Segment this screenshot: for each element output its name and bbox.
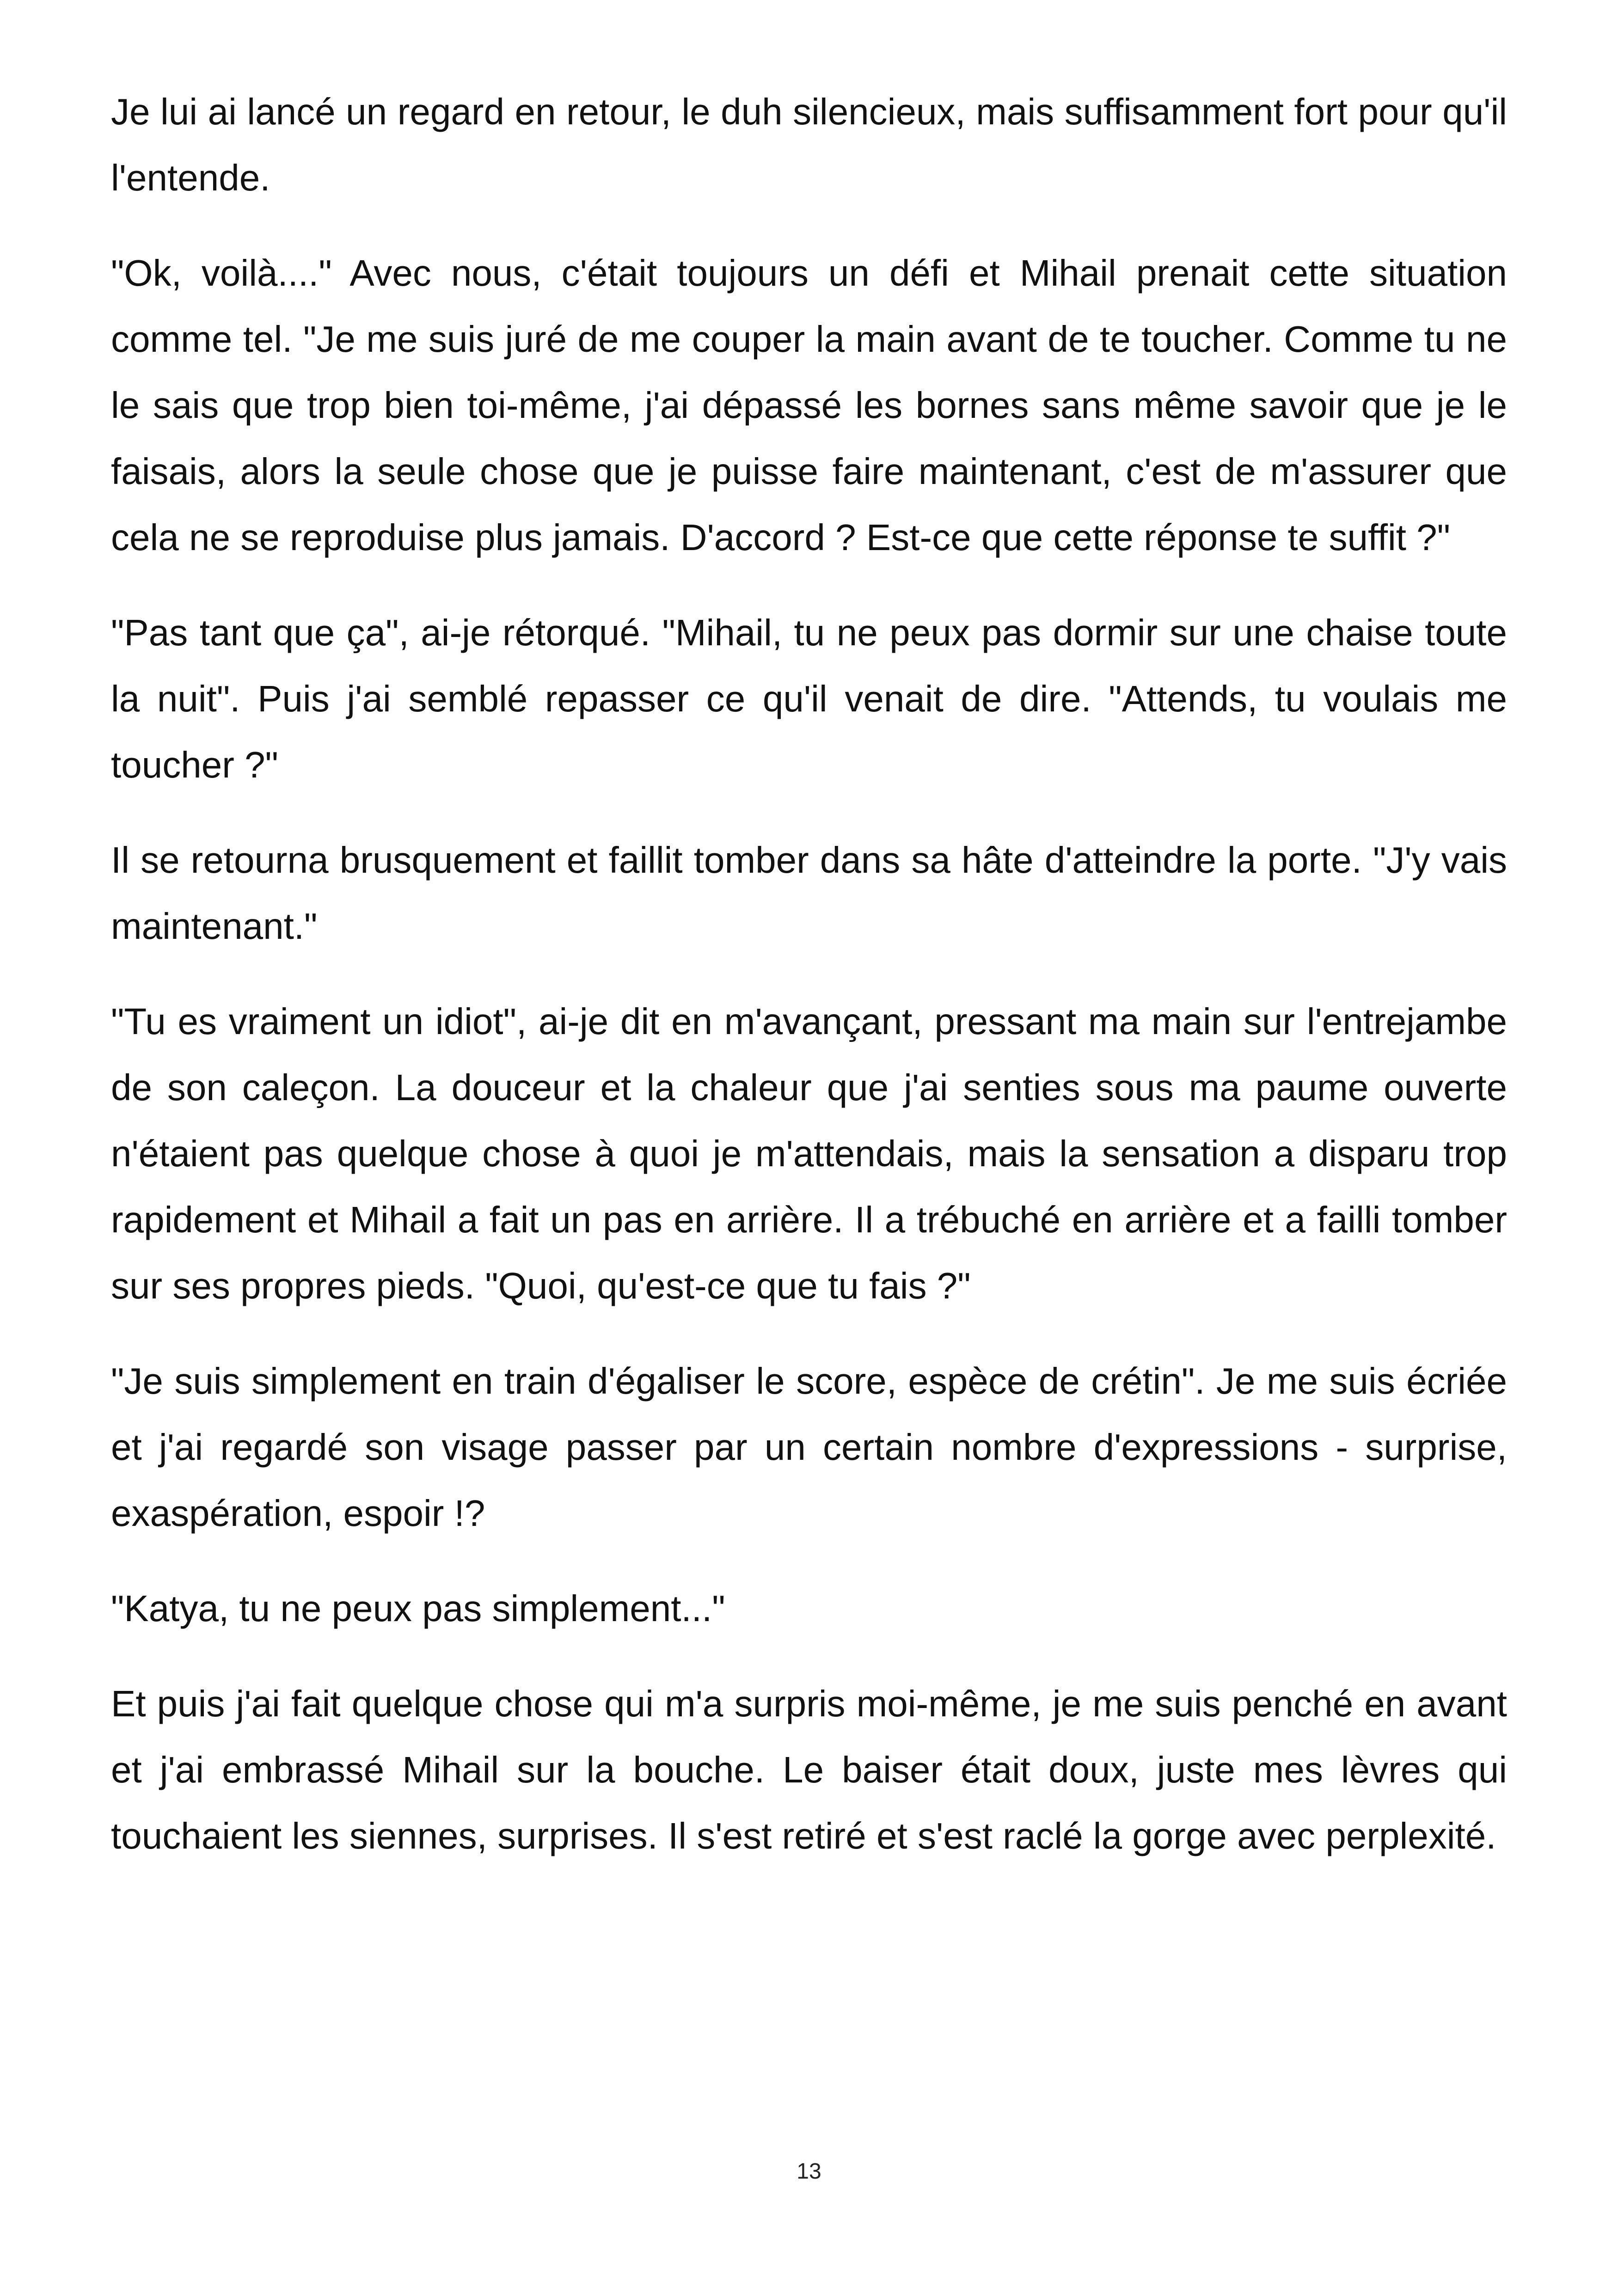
paragraph: Il se retourna brusquement et faillit tomber dans sa hâte d'atteindre la porte. "J'y vais maintenant." — [111, 839, 1507, 947]
page-number: 13 — [797, 2159, 821, 2184]
paragraph: "Je suis simplement en train d'égaliser le score, espèce de crétin". Je me suis écriée et j'ai regardé son visage passer par un certain nombre d'expressions - surprise, exaspération, espoir !? — [111, 1360, 1507, 1534]
paragraph: "Ok, voilà...." Avec nous, c'était toujours un défi et Mihail prenait cette situation comme tel. "Je me suis juré de me couper la main avant de te toucher. Comme tu ne le sais que trop bien toi-même, j'ai dépassé les bornes sans même savoir que je le faisais, alors la seule chose que je puisse faire maintenant, c'est de m'assurer que cela ne se reproduise plus jamais. D'accord ? Est-ce que cette réponse te suffit ?" — [111, 252, 1507, 558]
paragraph: "Katya, tu ne peux pas simplement..." — [111, 1588, 725, 1629]
page-body — [111, 79, 1507, 1898]
paragraph: "Pas tant que ça", ai-je rétorqué. "Mihail, tu ne peux pas dormir sur une chaise toute la nuit". Puis j'ai semblé repasser ce qu'il venait de dire. "Attends, tu voulais me toucher ?" — [111, 612, 1507, 785]
paragraph: Je lui ai lancé un regard en retour, le duh silencieux, mais suffisamment fort pour qu'il l'entende. — [111, 91, 1507, 198]
paragraph: "Tu es vraiment un idiot", ai-je dit en m'avançant, pressant ma main sur l'entrejambe de son caleçon. La douceur et la chaleur que j'ai senties sous ma paume ouverte n'étaient pas quelque chose à quoi je m'attendais, mais la sensation a disparu trop rapidement et Mihail a fait un pas en arrière. Il a trébuché en arrière et a failli tomber sur ses propres pieds. "Quoi, qu'est-ce que tu fais ?" — [111, 1001, 1507, 1306]
paragraph: Et puis j'ai fait quelque chose qui m'a surpris moi-même, je me suis penché en avant et j'ai embrassé Mihail sur la bouche. Le baiser était doux, juste mes lèvres qui touchaient les siennes, surprises. Il s'est retiré et s'est raclé la gorge avec perplexité. — [111, 1683, 1507, 1856]
